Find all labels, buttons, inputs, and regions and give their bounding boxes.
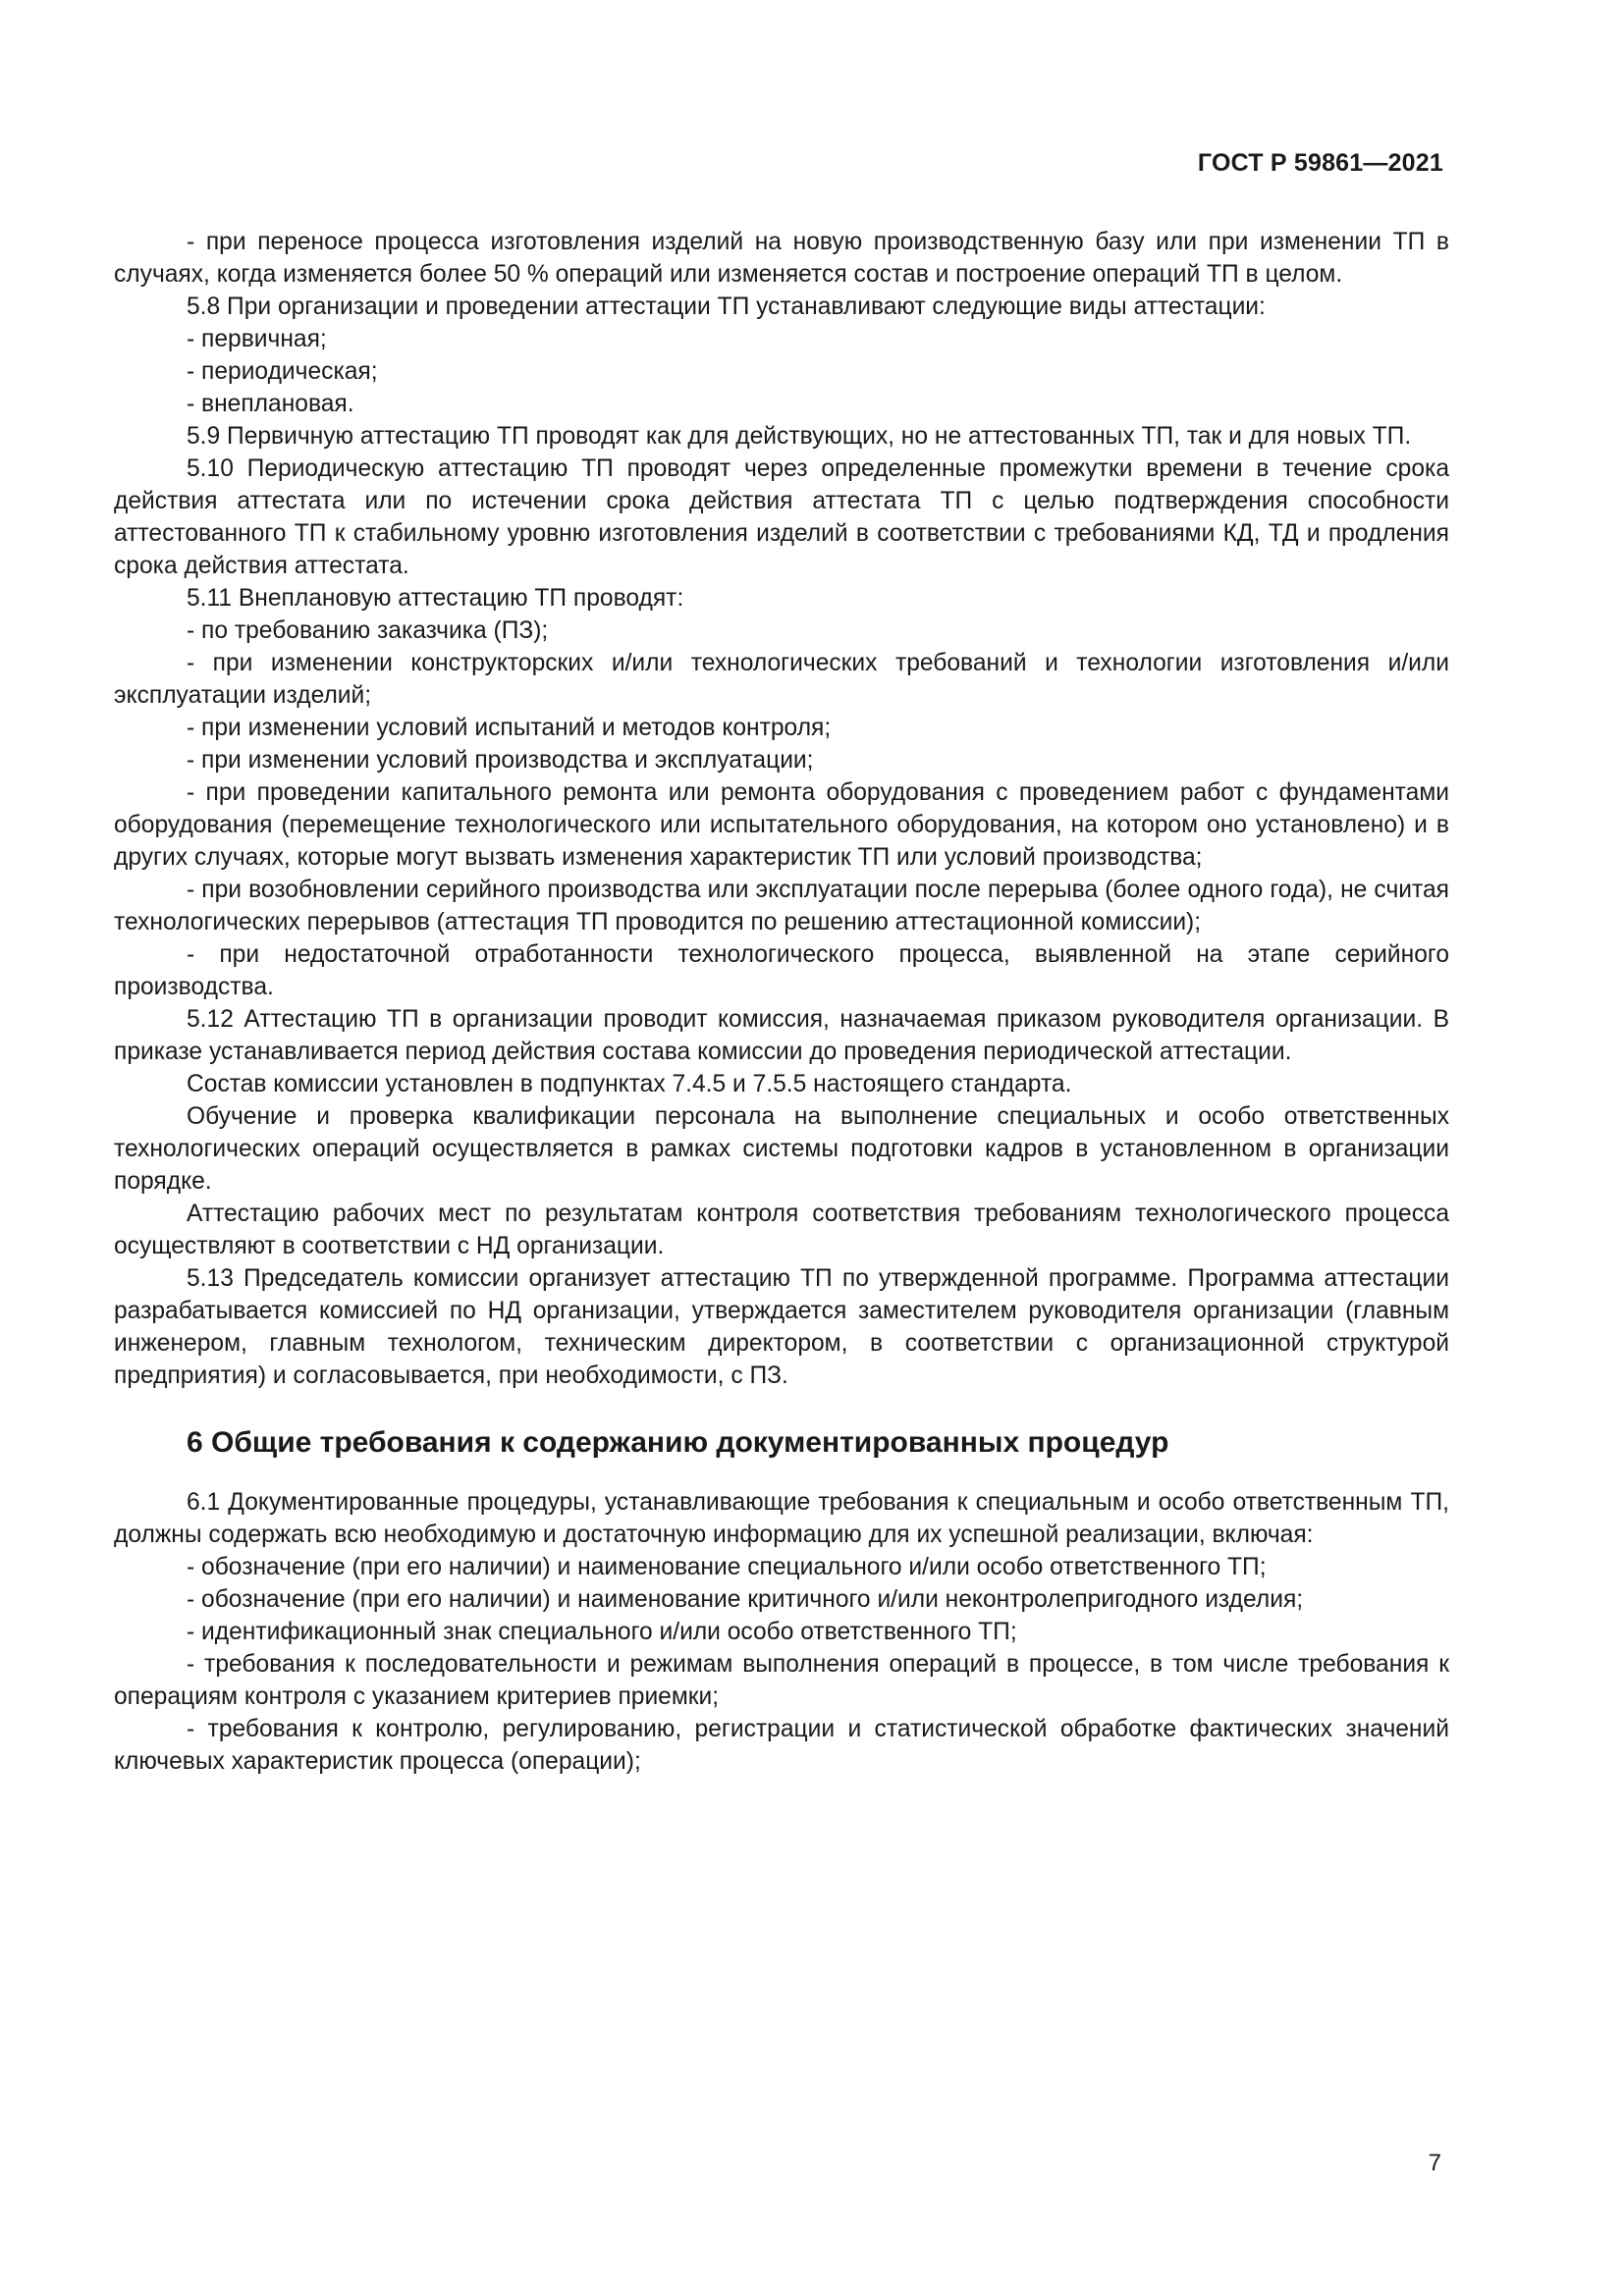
paragraph: 5.11 Внеплановую аттестацию ТП проводят:: [187, 585, 684, 612]
paragraph: 6.1 Документированные процедуры, устанавливающие требования к специальным и особо ответственным ТП, должны содержать всю необходимую и достаточную информацию для их успешной реализации, включая:: [114, 1489, 1449, 1548]
paragraph: - при переносе процесса изготовления изделий на новую производственную базу или при изменении ТП в случаях, когда изменяется более 50 % операций или изменяется состав и построение операций ТП в целом.: [114, 229, 1449, 288]
paragraph: 5.9 Первичную аттестацию ТП проводят как для действующих, но не аттестованных ТП, так и для новых ТП.: [187, 423, 1412, 450]
list-item: - периодическая;: [187, 358, 378, 385]
list-item: - обозначение (при его наличии) и наименование специального и/или особо ответственного ТП;: [187, 1554, 1267, 1580]
list-item: - при изменении конструкторских и/или технологических требований и технологии изготовления и/или эксплуатации изделий;: [114, 650, 1449, 709]
paragraph: Состав комиссии установлен в подпунктах 7.4.5 и 7.5.5 настоящего стандарта.: [187, 1071, 1072, 1097]
list-item: - при проведении капитального ремонта или ремонта оборудования с проведением работ с фундаментами оборудования (перемещение технологического или испытательного оборудования, на котором оно установлено) и в других случаях, которые могут вызвать изменения характеристик ТП или условий производства;: [114, 779, 1449, 871]
list-item: - внеплановая.: [187, 391, 354, 417]
paragraph: Аттестацию рабочих мест по результатам контроля соответствия требованиям технологического процесса осуществляют в соответствии с НД организации.: [114, 1201, 1449, 1259]
list-item: - идентификационный знак специального и/или особо ответственного ТП;: [187, 1619, 1017, 1645]
document-designation: ГОСТ Р 59861—2021: [1197, 149, 1443, 177]
list-item: - обозначение (при его наличии) и наименование критичного и/или неконтролепригодного изделия;: [187, 1586, 1304, 1613]
list-item: - требования к контролю, регулированию, регистрации и статистической обработке фактических значений ключевых характеристик процесса (операции);: [114, 1716, 1449, 1775]
list-item: - при недостаточной отработанности технологического процесса, выявленной на этапе серийного производства.: [114, 941, 1449, 1000]
paragraph: 5.8 При организации и проведении аттестации ТП устанавливают следующие виды аттестации:: [187, 294, 1266, 320]
list-item: - требования к последовательности и режимам выполнения операций в процессе, в том числе требования к операциям контроля с указанием критериев приемки;: [114, 1651, 1449, 1710]
list-item: - при изменении условий производства и эксплуатации;: [187, 747, 814, 774]
list-item: - по требованию заказчика (ПЗ);: [187, 617, 549, 644]
paragraph: 5.13 Председатель комиссии организует аттестацию ТП по утвержденной программе. Программа аттестации разрабатывается комиссией по НД организации, утверждается заместителем руководителя организации (главным инженером, главным технологом, техническим директором, в соответствии с организационной структурой предприятия) и согласовывается, при необходимости, с ПЗ.: [114, 1265, 1449, 1389]
paragraph: Обучение и проверка квалификации персонала на выполнение специальных и особо ответственных технологических операций осуществляется в рамках системы подготовки кадров в установленном в организации порядке.: [114, 1103, 1449, 1195]
page-number: 7: [1428, 2150, 1441, 2176]
paragraph: 5.12 Аттестацию ТП в организации проводит комиссия, назначаемая приказом руководителя организации. В приказе устанавливается период действия состава комиссии до проведения периодической аттестации.: [114, 1006, 1449, 1065]
section-heading: 6 Общие требования к содержанию документированных процедур: [187, 1426, 1169, 1459]
list-item: - при изменении условий испытаний и методов контроля;: [187, 715, 832, 741]
list-item: - при возобновлении серийного производства или эксплуатации после перерыва (более одного года), не считая технологических перерывов (аттестация ТП проводится по решению аттестационной комиссии);: [114, 877, 1449, 935]
page-content: [114, 226, 1449, 1778]
paragraph: 5.10 Периодическую аттестацию ТП проводят через определенные промежутки времени в течение срока действия аттестата или по истечении срока действия аттестата ТП с целью подтверждения способности аттестованного ТП к стабильному уровню изготовления изделий в соответствии с требованиями КД, ТД и продления срока действия аттестата.: [114, 455, 1449, 579]
list-item: - первичная;: [187, 326, 327, 352]
